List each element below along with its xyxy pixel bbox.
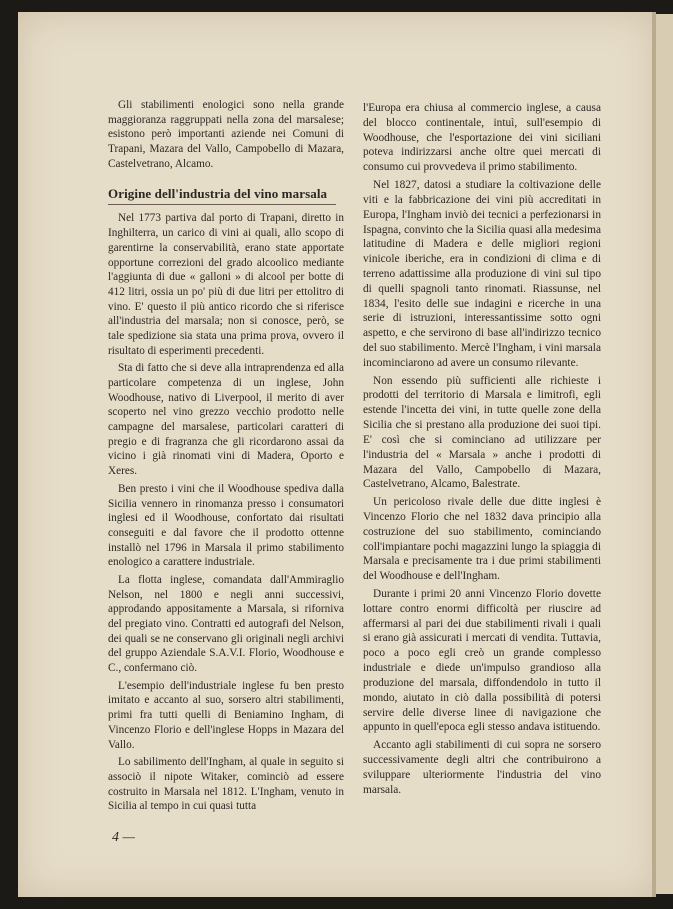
left-column — [108, 98, 344, 817]
right-paragraph-2: Nel 1827, datosi a studiare la coltivazione delle viti e la fabbricazione dei vini più accreditati in Europa, l'Ingham inviò dei tecnici a perfezionarsi in Ispagna, convinto che la Sicilia quasi alla medesima latitudine di Madera e delle migliori regioni vinicole iberiche, era in condizioni di clima e di terreno adattissime alla produzione di vini sul tipo di quelli spagnoli tanto rinomati. Riassunse, nel 1834, l'esito delle sue indagini e ricerche in una serie di istruzioni, interessantissime sotto ogni aspetto, e che servirono di base all'indirizzo tecnico del suo stabilimento. Mercè l'Ingham, i vini marsala incominciarono ad avere un consumo rilevante. — [363, 179, 601, 369]
right-column — [363, 101, 601, 800]
intro-paragraph: Gli stabilimenti enologici sono nella grande maggioranza raggruppati nella zona del marsalese; esistono però importanti aziende nei Comuni di Trapani, Mazara del Vallo, Campobello di Mazara, Castelvetrano, Alcamo. — [108, 99, 344, 170]
left-paragraph-4: La flotta inglese, comandata dall'Ammiraglio Nelson, nel 1800 e negli anni successivi, approdando appositamente a Marsala, si riforniva del pregiato vino. Contratti ed autografi del Nelson, dei quali se ne conservano gli originali negli archivi del gruppo Aziendale S.A.V.I. Florio, Woodhouse e C., confermano ciò. — [108, 573, 344, 675]
left-paragraph-6: Lo sabilimento dell'Ingham, al quale in seguito si associò il nipote Witaker, cominciò ad essere costruito in Marsala nel 1812. L'Ingham, venuto in Sicilia al tempo in cui quasi tutta — [108, 756, 344, 813]
next-page-edge — [656, 14, 673, 894]
right-paragraph-4: Un pericoloso rivale delle due ditte inglesi è Vincenzo Florio che nel 1832 dava principio alla costruzione del suo stabilimento, cominciando coll'impiantare pochi magazzini lungo la spiaggia di Marsala e precisamente tra i due primi stabilimenti del Woodhouse e dell'Ingham. — [363, 496, 601, 583]
page-number: 4 — — [112, 830, 135, 845]
left-paragraph-3: Ben presto i vini che il Woodhouse spediva dalla Sicilia vennero in rinomanza presso i consumatori inglesi ed il Woodhouse, confortato dai risultati conseguiti e dal favore che il prodotto ottenne installò nel 1796 in Marsala il primo stabilimento enologico a carattere industriale. — [108, 482, 344, 569]
right-paragraph-1: l'Europa era chiusa al commercio inglese, a causa del blocco continentale, intuì, sull'esempio di Woodhouse, che l'esportazione dei vini siciliani poteva indirizzarsi anche oltre quei mercati di consumo cui provvedeva il primo stabilimento. — [363, 102, 601, 174]
left-paragraph-5: L'esempio dell'industriale inglese fu ben presto imitato e accanto al suo, sorsero altri stabilimenti, primi fra tutti quelli di Beniamino Ingham, di Vincenzo Florio e dell'inglese Hopps in Mazara del Vallo. — [108, 679, 344, 751]
right-paragraph-3: Non essendo più sufficienti alle richieste i prodotti del territorio di Marsala e limitrofi, egli estende l'incetta dei vini, in tutte quelle zone della Sicilia che si prestano alla produzione dei suoi tipi. E' così che si cominciano ad utilizzare per l'industria del « Marsala » anche i prodotti di Mazara del Vallo, Campobello di Mazara, Castelvetrano, Alcamo, Balestrate. — [363, 374, 601, 491]
left-paragraph-1: Nel 1773 partiva dal porto di Trapani, diretto in Inghilterra, un carico di vini ai quali, allo scopo di garentirne la conservabilità, erano state apportate opportune correzioni del grado alcoolico mediante l'aggiunta di due « galloni » di alcool per botte di 412 litri, ossia un po' più di due litri per ettolitro di vino. E' questo il più antico ricordo che si riferisce all'industria del marsala; non si conosce, però, se tale spedizione sia stata una prima prova, ovvero il risultato di esperimenti precedenti. — [108, 212, 344, 357]
right-paragraph-6: Accanto agli stabilimenti di cui sopra ne sorsero successivamente degli altri che contribuirono a sviluppare ulteriormente l'industria del vino marsala. — [363, 739, 601, 796]
document-page — [18, 12, 656, 897]
right-paragraph-5: Durante i primi 20 anni Vincenzo Florio dovette lottare contro enormi difficoltà per riuscire ad affermarsi al pari dei due stabilimenti rivali i quali si erano già assicurati i mercati di vendita. Tuttavia, poco a poco egli creò un grande complesso industriale e diede un'impulso grandioso alla produzione del marsala, diffondendolo in tutto il mondo, aiutato in ciò dalla possibilità di potersi servire delle diverse linee di navigazione che appunto in quell'epoca egli stesso andava istituendo. — [363, 588, 601, 734]
section-heading: Origine dell'industria del vino marsala — [108, 186, 336, 205]
left-paragraph-2: Sta di fatto che si deve alla intraprendenza ed alla particolare competenza di un inglese, John Woodhouse, nativo di Liverpool, il merito di aver scoperto nel vino grezzo vecchio prodotto nelle campagne del marsalese, particolari caratteri di pregio e di fragranza che gli ricordarono assai da vicino i già rinomati vini di Madera, Oporto e Xeres. — [108, 362, 344, 478]
